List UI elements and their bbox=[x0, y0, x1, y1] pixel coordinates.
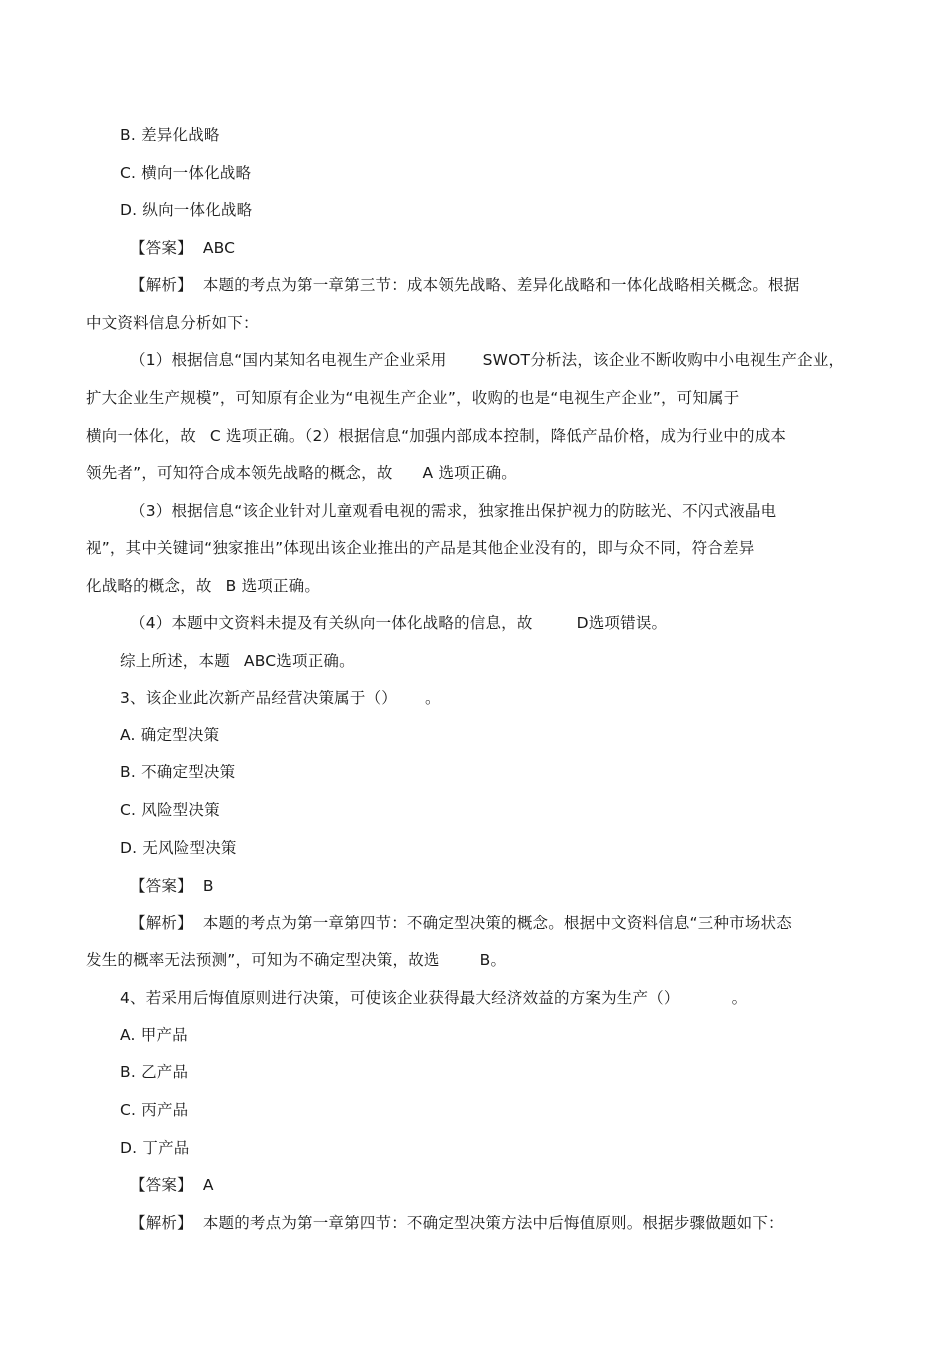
answer-label: 【答案】 bbox=[130, 239, 193, 257]
answer-label: 【答案】 bbox=[130, 877, 193, 895]
question-text: 4、若采用后悔值原则进行决策，可使该企业获得最大经济效益的方案为生产（） bbox=[120, 989, 680, 1007]
q2-point4-line bbox=[130, 613, 667, 633]
q2-point1-line2: 扩大企业生产规模”，可知原有企业为“电视生产企业”，收购的也是“电视生产企业”，可知属于 bbox=[86, 389, 740, 407]
q4-question bbox=[120, 988, 747, 1008]
q2-analysis-line-2: 中文资料信息分析如下： bbox=[86, 314, 259, 332]
q2-point3-line1: （3）根据信息“该企业针对儿童观看电视的需求，独家推出保护视力的防眩光、不闪式液晶电 bbox=[130, 502, 777, 520]
q4-option-b: B. 乙产品 bbox=[120, 1063, 189, 1081]
text-segment: 综上所述，本题 bbox=[120, 652, 230, 670]
question-end: 。 bbox=[424, 689, 441, 707]
text-segment: 化战略的概念，故 bbox=[86, 577, 212, 595]
text-segment: A 选项正确。 bbox=[422, 464, 517, 482]
text-segment: （4）本题中文资料未提及有关纵向一体化战略的信息，故 bbox=[130, 614, 533, 632]
q2-point1-line3 bbox=[86, 426, 786, 446]
text-segment: 领先者”，可知符合成本领先战略的概念，故 bbox=[86, 464, 393, 482]
q4-option-c: C. 丙产品 bbox=[120, 1101, 189, 1119]
q3-answer bbox=[130, 876, 214, 896]
q4-analysis-line-1 bbox=[130, 1213, 784, 1233]
q3-question bbox=[120, 688, 441, 708]
answer-value: A bbox=[202, 1176, 214, 1194]
q2-point1-line4 bbox=[86, 463, 517, 483]
text-segment: ABC选项正确。 bbox=[243, 652, 355, 670]
analysis-text: 本题的考点为第一章第四节：不确定型决策方法中后悔值原则。根据步骤做题如下： bbox=[202, 1214, 784, 1232]
answer-value: B bbox=[202, 877, 214, 895]
q2-answer bbox=[130, 238, 235, 258]
q3-option-c: C. 风险型决策 bbox=[120, 801, 220, 819]
text-segment: 发生的概率无法预测”，可知为不确定型决策，故选 bbox=[86, 951, 440, 969]
q3-option-d: D. 无风险型决策 bbox=[120, 839, 237, 857]
analysis-label: 【解析】 bbox=[130, 914, 193, 932]
q4-option-d: D. 丁产品 bbox=[120, 1139, 190, 1157]
q3-option-a: A. 确定型决策 bbox=[120, 726, 220, 744]
q2-summary bbox=[120, 651, 355, 671]
q3-analysis-line-2 bbox=[86, 950, 506, 970]
analysis-label: 【解析】 bbox=[130, 1214, 193, 1232]
analysis-label: 【解析】 bbox=[130, 276, 193, 294]
text-segment: （1）根据信息“国内某知名电视生产企业采用 bbox=[130, 351, 447, 369]
text-segment: B 选项正确。 bbox=[225, 577, 321, 595]
analysis-text: 本题的考点为第一章第三节：成本领先战略、差异化战略和一体化战略相关概念。根据 bbox=[202, 276, 800, 294]
q2-point3-line2: 视”，其中关键词“独家推出”体现出该企业推出的产品是其他企业没有的，即与众不同，符合差异 bbox=[86, 539, 755, 557]
text-segment: D选项错误。 bbox=[576, 614, 668, 632]
text-segment: B。 bbox=[479, 951, 507, 969]
analysis-text: 本题的考点为第一章第四节：不确定型决策的概念。根据中文资料信息“三种市场状态 bbox=[202, 914, 792, 932]
answer-value: ABC bbox=[202, 239, 236, 257]
question-end: 。 bbox=[731, 989, 748, 1007]
q2-option-c: C. 横向一体化战略 bbox=[120, 164, 252, 182]
q2-option-b: B. 差异化战略 bbox=[120, 126, 220, 144]
q4-answer bbox=[130, 1175, 214, 1195]
q3-option-b: B. 不确定型决策 bbox=[120, 763, 236, 781]
q4-option-a: A. 甲产品 bbox=[120, 1026, 188, 1044]
q2-option-d: D. 纵向一体化战略 bbox=[120, 201, 253, 219]
q3-analysis-line-1 bbox=[130, 913, 792, 933]
q2-point1-line1 bbox=[130, 350, 844, 370]
text-segment: C 选项正确。（2）根据信息“加强内部成本控制，降低产品价格，成为行业中的成本 bbox=[209, 427, 787, 445]
q2-point3-line3 bbox=[86, 576, 320, 596]
text-segment: SWOT分析法，该企业不断收购中小电视生产企业， bbox=[482, 351, 845, 369]
answer-label: 【答案】 bbox=[130, 1176, 193, 1194]
question-text: 3、该企业此次新产品经营决策属于（） bbox=[120, 689, 397, 707]
text-segment: 横向一体化，故 bbox=[86, 427, 196, 445]
q2-analysis-line-1 bbox=[130, 275, 799, 295]
